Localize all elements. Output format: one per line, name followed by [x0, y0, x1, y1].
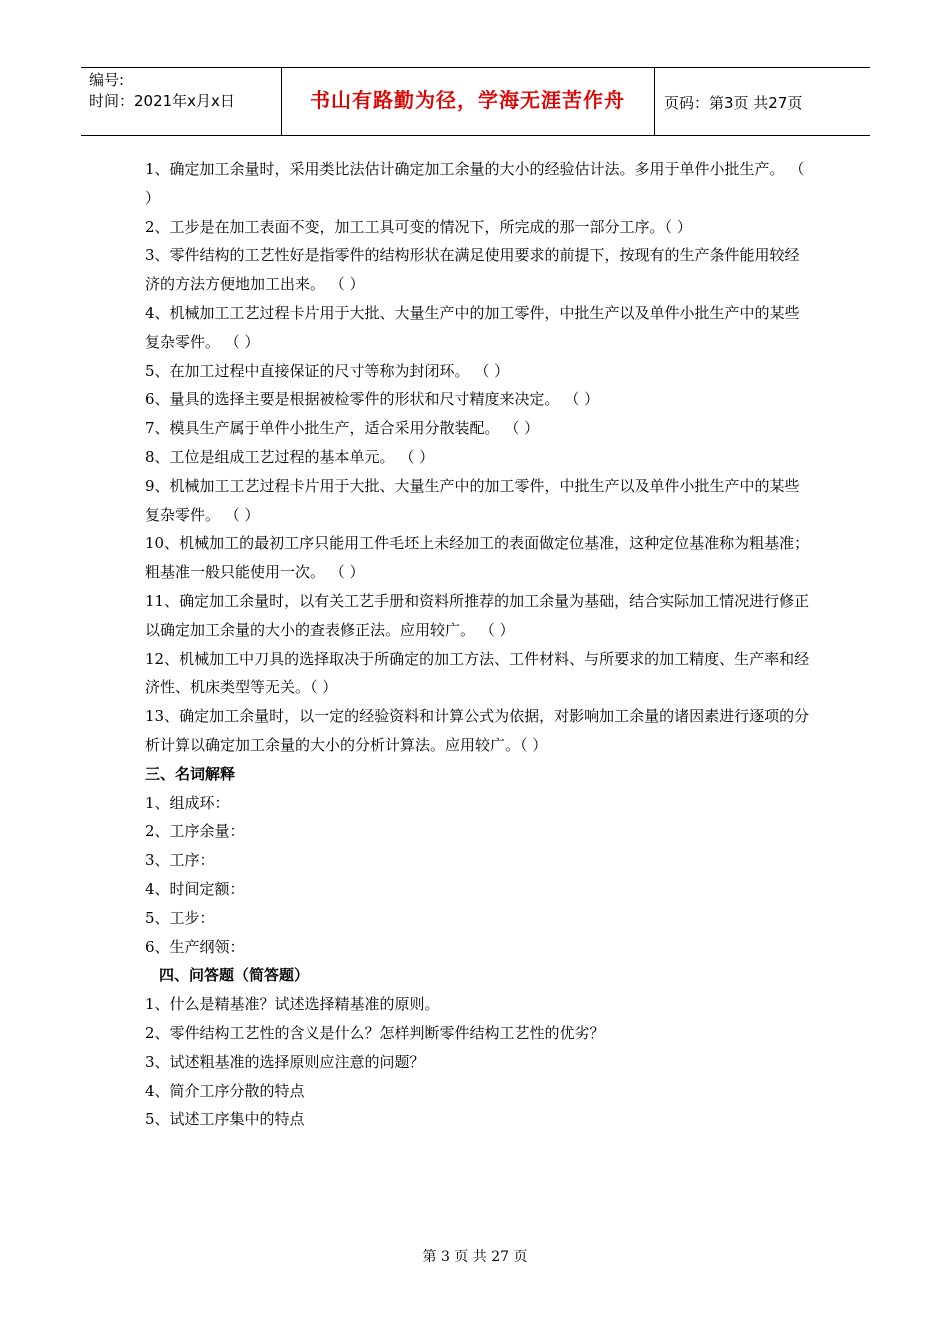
header-slogan: 书山有路勤为径，学海无涯苦作舟: [310, 88, 625, 112]
question-item: 5、试述工序集中的特点: [145, 1110, 305, 1129]
true-false-question: 13、确定加工余量时，以一定的经验资料和计算公式为依据，对影响加工余量的诸因素进行逐项的分析计算以确定加工余量的大小的分析计算法。应用较广。（ ）: [145, 707, 810, 754]
document-date: 时间：2021年x月x日: [89, 92, 235, 110]
term-item: 5、工步：: [145, 908, 215, 927]
true-false-question: 5、在加工过程中直接保证的尺寸等称为封闭环。 （ ）: [145, 361, 510, 380]
page-footer: 第 3 页 共 27 页: [422, 1249, 528, 1265]
header-meta: [89, 70, 277, 112]
true-false-question: 11、确定加工余量时，以有关工艺手册和资料所推荐的加工余量为基础，结合实际加工情况进行修正以确定加工余量的大小的查表修正法。应用较广。 （ ）: [145, 591, 810, 639]
header-divider-right: [654, 67, 655, 135]
question-item: 2、零件结构工艺性的含义是什么？怎样判断零件结构工艺性的优劣？: [145, 1023, 605, 1042]
document-number-label: 编号:: [89, 71, 125, 89]
true-false-question: 7、模具生产属于单件小批生产，适合采用分散装配。 （ ）: [145, 419, 540, 438]
question-item: 4、简介工序分散的特点: [145, 1081, 305, 1100]
term-item: 1、组成环：: [145, 793, 230, 812]
true-false-question: 6、量具的选择主要是根据被检零件的形状和尺寸精度来决定。 （ ）: [145, 390, 600, 409]
term-item: 2、工序余量：: [145, 822, 245, 841]
true-false-question: 10、机械加工的最初工序只能用工件毛坯上未经加工的表面做定位基准，这种定位基准称为粗基准；粗基准一般只能使用一次。 （ ）: [145, 534, 810, 582]
true-false-question: 1、确定加工余量时，采用类比法估计确定加工余量的大小的经验估计法。多用于单件小批生产。 （ ）: [145, 160, 805, 207]
true-false-question: 8、工位是组成工艺过程的基本单元。 （ ）: [145, 447, 435, 466]
document-body: [145, 155, 810, 1134]
header-bottom-rule: [81, 135, 870, 136]
true-false-question: 3、零件结构的工艺性好是指零件的结构形状在满足使用要求的前提下，按现有的生产条件能用较经济的方法方便地加工出来。 （ ）: [145, 246, 800, 294]
question-item: 3、试述粗基准的选择原则应注意的问题？: [145, 1052, 425, 1071]
section-title-questions: 四、问答题（简答题）: [159, 966, 310, 985]
header-top-rule: [81, 67, 870, 68]
header-page-info: 页码：第3页 共27页: [664, 94, 803, 112]
question-item: 1、什么是精基准？试述选择精基准的原则。: [145, 995, 440, 1014]
term-item: 4、时间定额：: [145, 879, 245, 898]
true-false-question: 2、工步是在加工表面不变，加工工具可变的情况下，所完成的那一部分工序。（ ）: [145, 217, 692, 236]
true-false-question: 12、机械加工中刀具的选择取决于所确定的加工方法、工件材料、与所要求的加工精度、生产率和经济性、机床类型等无关。（ ）: [145, 649, 810, 697]
section-title-terms: 三、名词解释: [145, 764, 236, 783]
term-item: 3、工序：: [145, 851, 215, 870]
term-item: 6、生产纲领：: [145, 937, 245, 956]
true-false-question: 9、机械加工工艺过程卡片用于大批、大量生产中的加工零件，中批生产以及单件小批生产中的某些复杂零件。 （ ）: [145, 476, 800, 524]
true-false-question: 4、机械加工工艺过程卡片用于大批、大量生产中的加工零件，中批生产以及单件小批生产中的某些复杂零件。 （ ）: [145, 303, 800, 351]
